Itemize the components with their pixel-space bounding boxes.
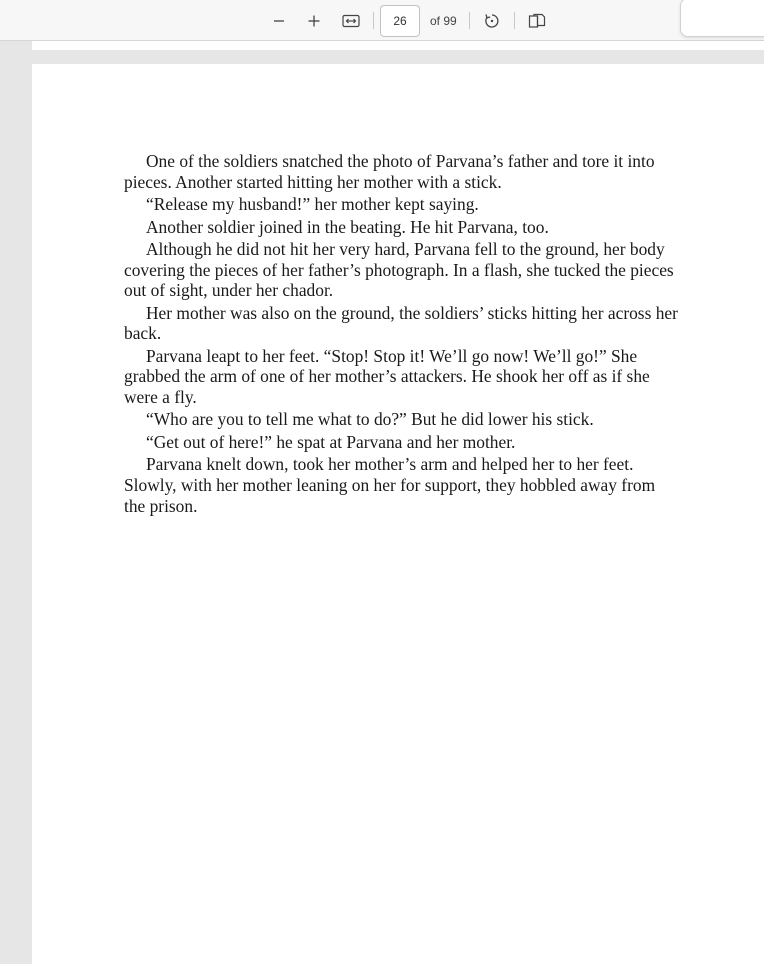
paragraph: Parvana knelt down, took her mother’s arm and helped her to her feet. Slowly, with her mother leaning on her for support, they hobbled away from the prison. <box>124 454 656 516</box>
page-text <box>124 151 680 518</box>
rotate-icon <box>483 12 501 30</box>
paragraph: “Get out of here!” he spat at Parvana and her mother. <box>146 431 516 452</box>
minus-icon <box>272 14 286 28</box>
paragraph: “Release my husband!” her mother kept saying. <box>146 194 479 215</box>
page-number-input[interactable] <box>380 5 420 37</box>
page-total-label: of 99 <box>430 14 457 28</box>
toolbar-divider <box>514 12 515 29</box>
previous-page-edge <box>32 41 764 50</box>
two-page-icon <box>528 13 546 29</box>
plus-icon <box>307 14 321 28</box>
page-view-button[interactable] <box>522 6 552 36</box>
toolbar-divider <box>469 12 470 29</box>
zoom-out-button[interactable] <box>264 6 294 36</box>
paragraph: Her mother was also on the ground, the soldiers’ sticks hitting her across her back. <box>124 302 678 344</box>
toolbar-divider <box>373 12 374 29</box>
paragraph: One of the soldiers snatched the photo of Parvana’s father and tore it into pieces. Another started hitting her mother with a stick. <box>124 151 655 192</box>
fit-to-width-button[interactable] <box>336 6 366 36</box>
paragraph: Although he did not hit her very hard, Parvana fell to the ground, her body covering the pieces of her father’s photograph. In a flash, she tucked the pieces out of sight, under her chador. <box>124 239 674 301</box>
pdf-toolbar <box>0 0 764 41</box>
zoom-in-button[interactable] <box>299 6 329 36</box>
paragraph: Parvana leapt to her feet. “Stop! Stop it! We’ll go now! We’ll go!” She grabbed the arm of one of her mother’s attackers. He shook her off as if she were a fly. <box>124 345 650 407</box>
fit-width-icon <box>342 14 360 28</box>
paragraph: “Who are you to tell me what to do?” But he did lower his stick. <box>146 409 594 430</box>
paragraph: Another soldier joined in the beating. He hit Parvana, too. <box>146 216 549 237</box>
rotate-button[interactable] <box>477 6 507 36</box>
pdf-page <box>32 64 764 964</box>
find-box[interactable] <box>680 0 764 37</box>
